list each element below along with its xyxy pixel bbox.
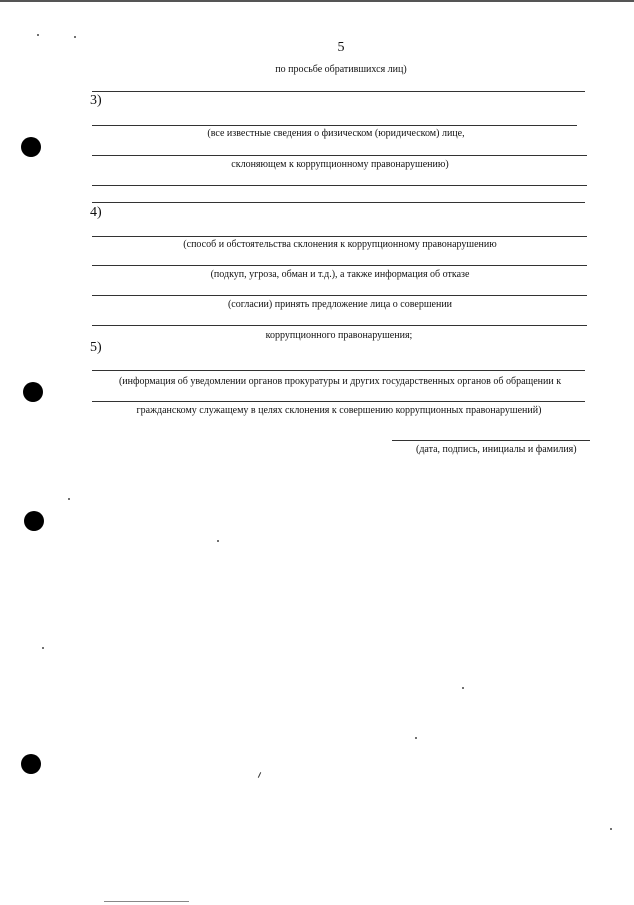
page-number: 5 xyxy=(337,40,345,55)
fill-line xyxy=(92,295,587,296)
scan-speck xyxy=(68,498,70,500)
fill-line xyxy=(92,370,585,371)
fill-line xyxy=(92,325,587,326)
field-caption: гражданскому служащему в целях склонения к совершению коррупционных правонарушений) xyxy=(136,405,542,416)
field-caption: (согласии) принять предложение лица о совершении xyxy=(227,299,453,310)
punch-hole xyxy=(23,382,43,402)
scan-top-edge xyxy=(0,0,634,2)
fill-line xyxy=(92,185,587,186)
punch-hole xyxy=(21,137,41,157)
field-caption: (все известные сведения о физическом (юридическом) лице, xyxy=(207,128,465,139)
scan-speck xyxy=(415,737,417,739)
field-caption: (способ и обстоятельства склонения к коррупционному правонарушению xyxy=(183,239,497,250)
section-number: 5) xyxy=(90,340,102,355)
scan-speck xyxy=(74,36,76,38)
scan-speck xyxy=(217,540,219,542)
fill-line xyxy=(92,401,585,402)
section-number: 3) xyxy=(90,93,102,108)
signature-caption: (дата, подпись, инициалы и фамилия) xyxy=(416,444,577,455)
scan-bottom-edge xyxy=(104,901,189,902)
field-caption: (подкуп, угроза, обман и т.д.), а также информация об отказе xyxy=(210,269,470,280)
signature-line xyxy=(392,440,590,441)
scan-speck xyxy=(462,687,464,689)
fill-line xyxy=(92,236,587,237)
scan-mark xyxy=(258,772,261,778)
subtitle: по просьбе обратившихся лиц) xyxy=(275,64,407,75)
punch-hole xyxy=(24,511,44,531)
scan-speck xyxy=(37,34,39,36)
field-caption: (информация об уведомлении органов прокуратуры и других государственных органов об обращении к xyxy=(118,376,562,387)
field-caption: коррупционного правонарушения; xyxy=(265,330,413,341)
section-number: 4) xyxy=(90,205,102,220)
fill-line xyxy=(92,91,585,92)
field-caption: склоняющем к коррупционному правонарушению) xyxy=(231,159,449,170)
fill-line xyxy=(92,155,587,156)
scan-speck xyxy=(42,647,44,649)
fill-line xyxy=(92,125,577,126)
punch-hole xyxy=(21,754,41,774)
fill-line xyxy=(92,202,585,203)
scan-speck xyxy=(610,828,612,830)
fill-line xyxy=(92,265,587,266)
